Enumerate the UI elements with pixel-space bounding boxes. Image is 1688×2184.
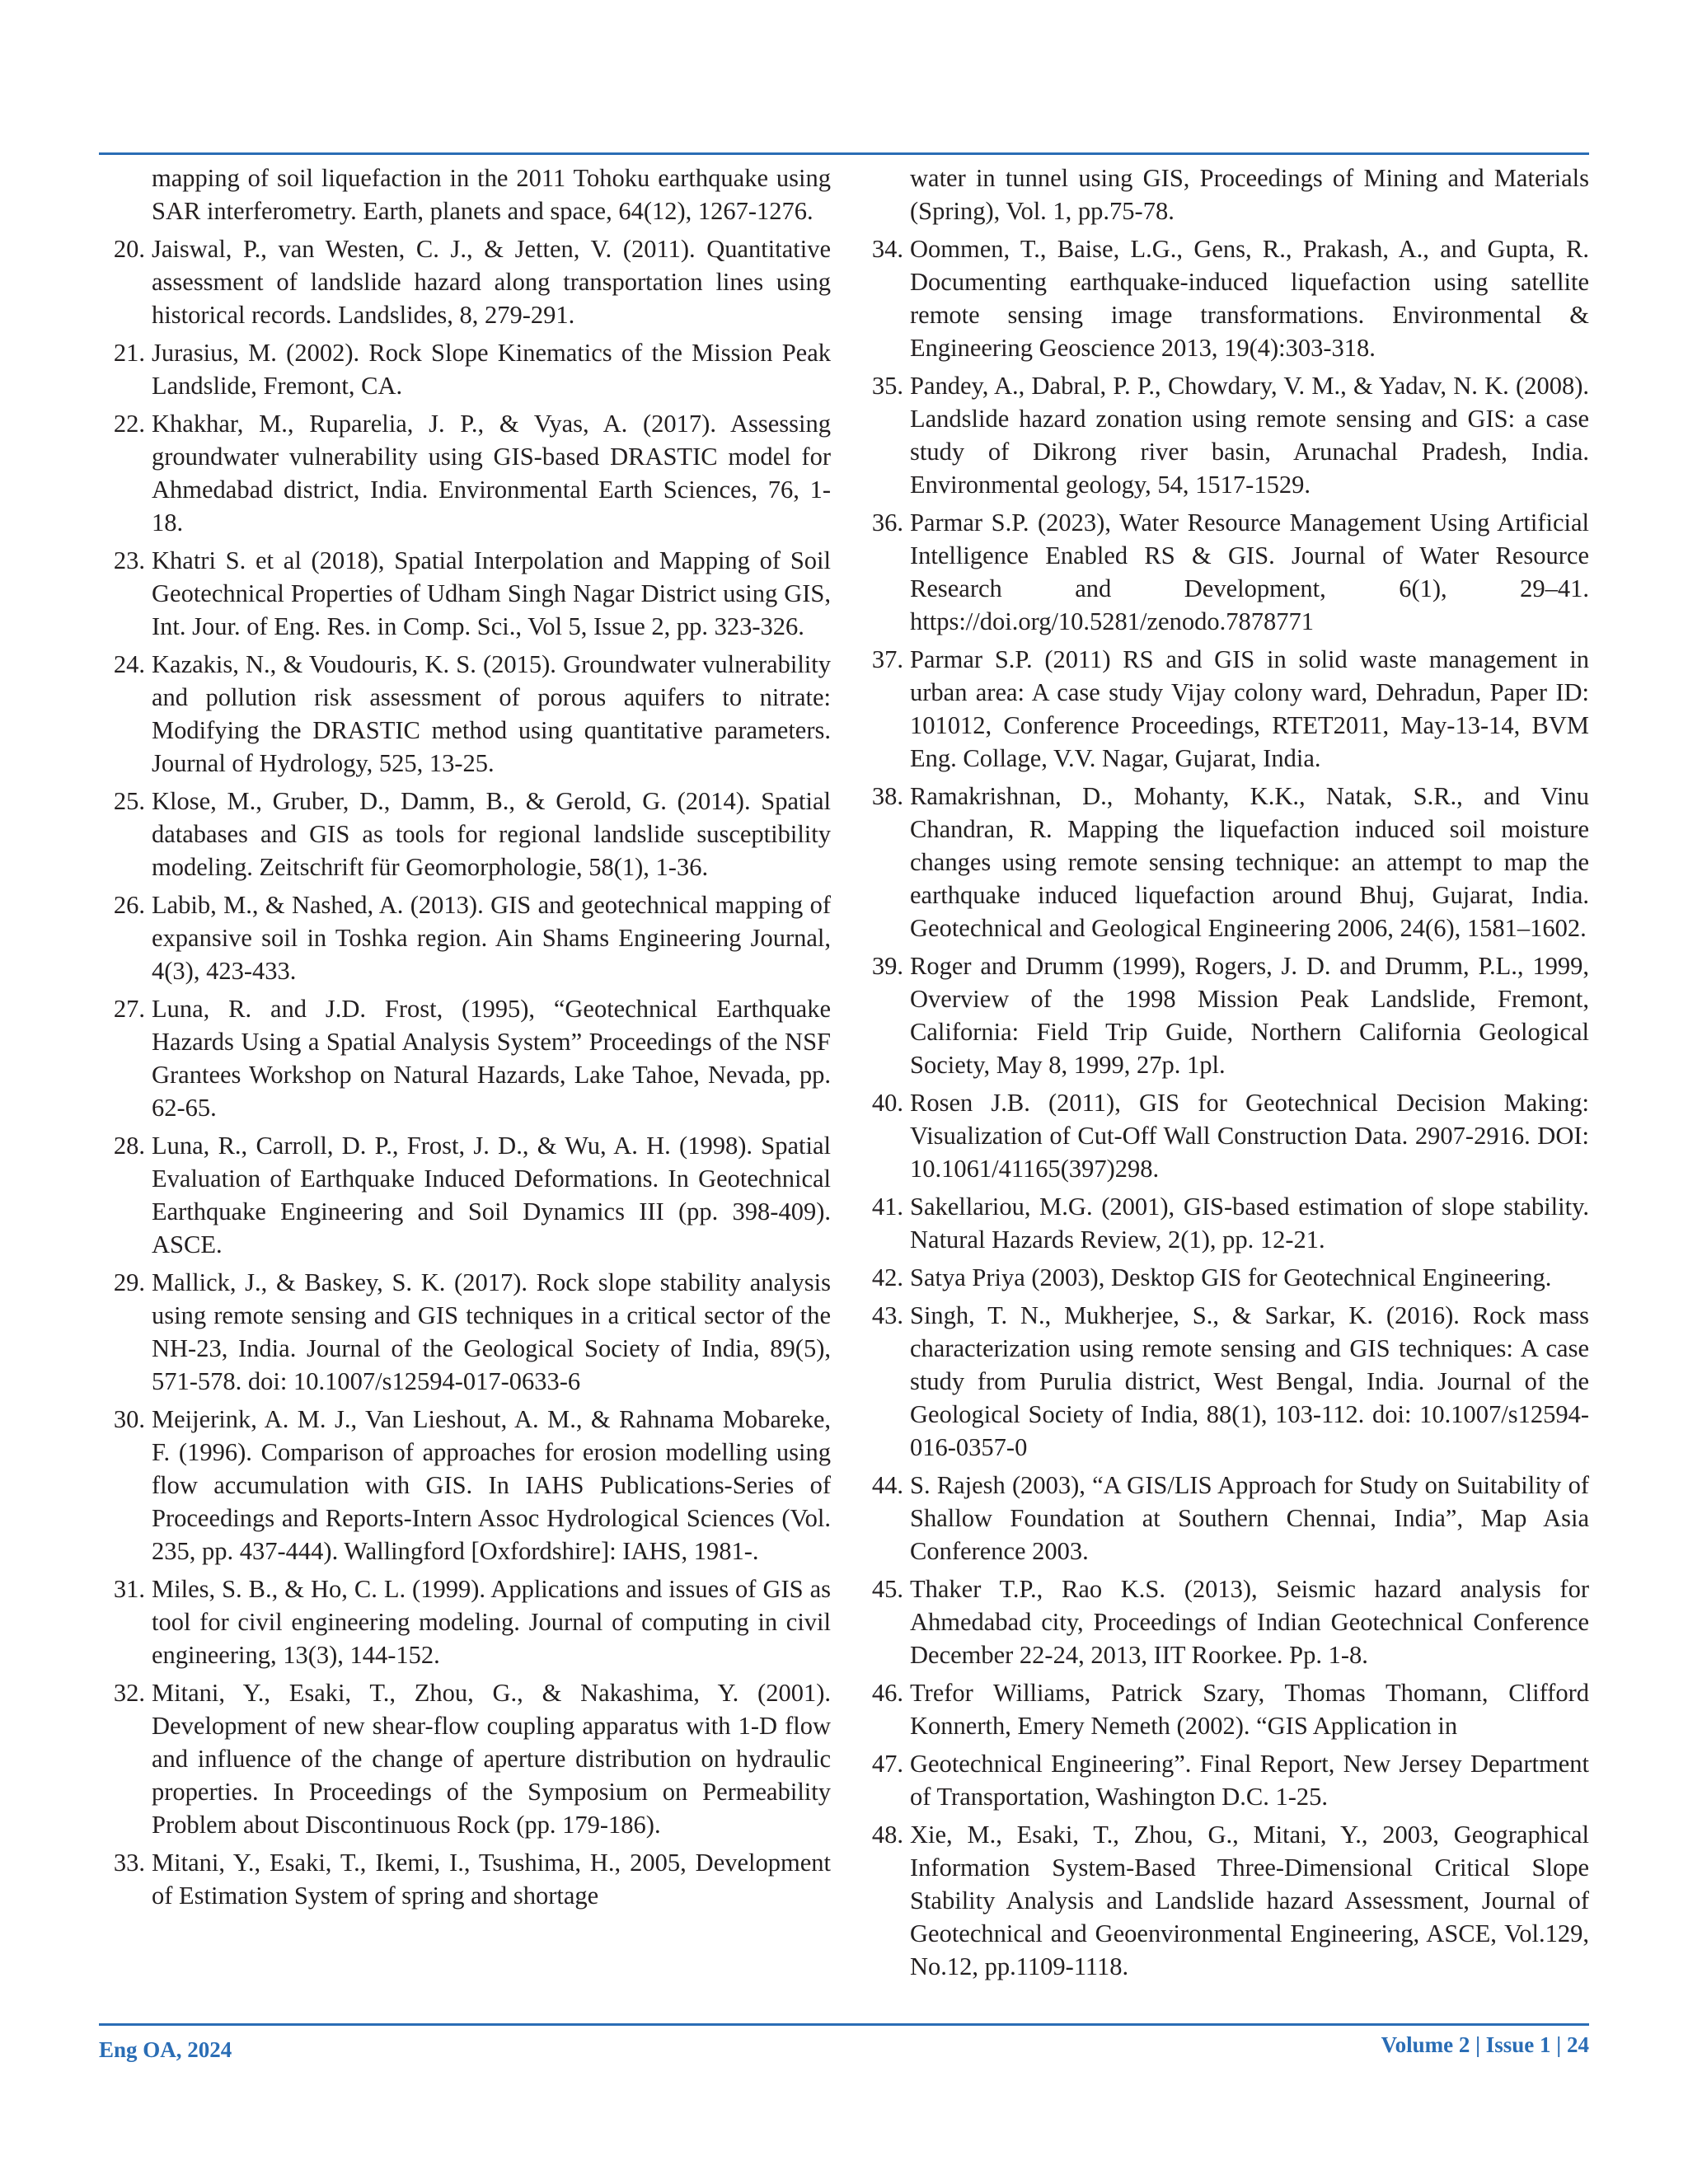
reference-item (857, 1190, 1589, 1256)
reference-number: 40. (871, 1089, 903, 1117)
reference-number: 28. (113, 1132, 145, 1160)
reference-text: S. Rajesh (2003), “A GIS/LIS Approach for Study on Suitability of Shallow Foundation at Southern Chennai, India”, Map Asia Conference 2003. (910, 1471, 1589, 1565)
reference-item (99, 1403, 831, 1568)
reference-number: 23. (113, 546, 145, 574)
reference-number: 48. (871, 1821, 903, 1849)
reference-item (99, 407, 831, 539)
header-rule (99, 152, 1589, 155)
reference-item (99, 336, 831, 402)
reference-item (99, 992, 831, 1124)
reference-number: 32. (113, 1679, 145, 1707)
reference-text: Luna, R. and J.D. Frost, (1995), “Geotechnical Earthquake Hazards Using a Spatial Analysis System” Proceedings of the NSF Grantees Workshop on Natural Hazards, Lake Tahoe, Nevada, pp. 62-65. (152, 995, 831, 1122)
reference-text: Khakhar, M., Ruparelia, J. P., & Vyas, A. (2017). Assessing groundwater vulnerability using GIS-based DRASTIC model for Ahmedabad district, India. Environmental Earth Sciences, 76, 1-18. (152, 410, 831, 537)
reference-number: 39. (871, 952, 903, 980)
reference-text: Oommen, T., Baise, L.G., Gens, R., Prakash, A., and Gupta, R. Documenting earthquake-induced liquefaction using satellite remote sensing image transformations. Environmental & Engineering Geoscience 2013, 19(4):303-318. (910, 235, 1589, 362)
footer-rule (99, 2023, 1589, 2026)
reference-item (857, 1818, 1589, 1983)
reference-item (99, 544, 831, 643)
reference-text: Pandey, A., Dabral, P. P., Chowdary, V. M., & Yadav, N. K. (2008). Landslide hazard zonation using remote sensing and GIS: a case study of Dikrong river basin, Arunachal Pradesh, India. Environmental geology, 54, 1517-1529. (910, 372, 1589, 499)
reference-number: 33. (113, 1849, 145, 1877)
reference-text: water in tunnel using GIS, Proceedings of Mining and Materials (Spring), Vol. 1, pp.75-78. (910, 164, 1589, 225)
reference-item (99, 785, 831, 883)
reference-number: 42. (871, 1263, 903, 1291)
reference-number: 30. (113, 1405, 145, 1433)
reference-item (99, 888, 831, 987)
reference-number: 38. (871, 782, 903, 810)
reference-text: Satya Priya (2003), Desktop GIS for Geotechnical Engineering. (910, 1263, 1552, 1291)
reference-item (99, 1572, 831, 1671)
reference-item (99, 1846, 831, 1912)
reference-text: Mitani, Y., Esaki, T., Ikemi, I., Tsushima, H., 2005, Development of Estimation System of spring and shortage (152, 1849, 831, 1910)
reference-number: 24. (113, 650, 145, 678)
reference-text: Meijerink, A. M. J., Van Lieshout, A. M., & Rahnama Mobareke, F. (1996). Comparison of approaches for erosion modelling using flow accumulation with GIS. In IAHS Publications-Series of Proceedings and Reports-Intern Assoc Hydrological Sciences (Vol. 235, pp. 437-444). Wallingford [Oxfordshire]: IAHS, 1981-. (152, 1405, 831, 1565)
reference-number: 43. (871, 1301, 903, 1329)
reference-number: 25. (113, 787, 145, 815)
reference-item (99, 1129, 831, 1261)
footer-journal: Eng OA, 2024 (99, 2037, 232, 2062)
reference-text: Xie, M., Esaki, T., Zhou, G., Mitani, Y., 2003, Geographical Information System-Based Three-Dimensional Critical Slope Stability Analysis and Landslide hazard Assessment, Journal of Geotechnical and Geoenvironmental Engineering, ASCE, Vol.129, No.12, pp.1109-1118. (910, 1821, 1589, 1980)
reference-number: 34. (871, 235, 903, 263)
reference-item (857, 780, 1589, 944)
reference-number: 31. (113, 1575, 145, 1603)
reference-text: Luna, R., Carroll, D. P., Frost, J. D., & Wu, A. H. (1998). Spatial Evaluation of Earthquake Induced Deformations. In Geotechnical Earthquake Engineering and Soil Dynamics III (pp. 398-409). ASCE. (152, 1132, 831, 1258)
reference-item (857, 369, 1589, 501)
reference-item (857, 232, 1589, 364)
reference-text: Trefor Williams, Patrick Szary, Thomas Thomann, Clifford Konnerth, Emery Nemeth (2002). “GIS Application in (910, 1679, 1589, 1740)
reference-text: mapping of soil liquefaction in the 2011 Tohoku earthquake using SAR interferometry. Earth, planets and space, 64(12), 1267-1276. (152, 164, 831, 225)
reference-text: Mallick, J., & Baskey, S. K. (2017). Rock slope stability analysis using remote sensing and GIS techniques in a critical sector of the NH-23, India. Journal of the Geological Society of India, 89(5), 571-578. doi: 10.1007/s12594-017-0633-6 (152, 1268, 831, 1395)
reference-item (857, 1676, 1589, 1742)
reference-item (99, 232, 831, 331)
reference-item (857, 1299, 1589, 1464)
reference-text: Kazakis, N., & Voudouris, K. S. (2015). Groundwater vulnerability and pollution risk assessment of porous aquifers to nitrate: Modifying the DRASTIC method using quantitative parameters. Journal of Hydrology, 525, 13-25. (152, 650, 831, 777)
reference-text: Mitani, Y., Esaki, T., Zhou, G., & Nakashima, Y. (2001). Development of new shear-flow coupling apparatus with 1-D flow and influence of the change of aperture distribution on hydraulic properties. In Proceedings of the Symposium on Permeability Problem about Discontinuous Rock (pp. 179-186). (152, 1679, 831, 1839)
references-left-column (99, 162, 831, 1917)
reference-number: 46. (871, 1679, 903, 1707)
reference-number: 27. (113, 995, 145, 1023)
reference-text: Roger and Drumm (1999), Rogers, J. D. and Drumm, P.L., 1999, Overview of the 1998 Mission Peak Landslide, Fremont, California: Field Trip Guide, Northern California Geological Society, May 8, 1999, 27p. 1pl. (910, 952, 1589, 1079)
reference-text: Rosen J.B. (2011), GIS for Geotechnical Decision Making: Visualization of Cut-Off Wall Construction Data. 2907-2916. DOI: 10.1061/41165(397)298. (910, 1089, 1589, 1183)
reference-number: 44. (871, 1471, 903, 1499)
reference-number: 22. (113, 410, 145, 438)
reference-text: Labib, M., & Nashed, A. (2013). GIS and geotechnical mapping of expansive soil in Toshka region. Ain Shams Engineering Journal, 4(3), 423-433. (152, 891, 831, 985)
reference-number: 29. (113, 1268, 145, 1296)
reference-continuation (857, 162, 1589, 227)
reference-item (99, 1676, 831, 1841)
reference-item (857, 506, 1589, 638)
reference-number: 37. (871, 645, 903, 673)
references-right-column (857, 162, 1589, 1988)
reference-number: 47. (871, 1750, 903, 1778)
reference-text: Jaiswal, P., van Westen, C. J., & Jetten, V. (2011). Quantitative assessment of landslide hazard along transportation lines using historical records. Landslides, 8, 279-291. (152, 235, 831, 329)
reference-number: 35. (871, 372, 903, 400)
reference-number: 20. (113, 235, 145, 263)
reference-text: Parmar S.P. (2023), Water Resource Management Using Artificial Intelligence Enabled RS & GIS. Journal of Water Resource Research and Development, 6(1), 29–41. https://doi.org/10.5281/zenodo.7878771 (910, 509, 1589, 635)
reference-number: 45. (871, 1575, 903, 1603)
reference-text: Thaker T.P., Rao K.S. (2013), Seismic hazard analysis for Ahmedabad city, Proceedings of Indian Geotechnical Conference December 22-24, 2013, IIT Roorkee. Pp. 1-8. (910, 1575, 1589, 1669)
reference-item (857, 1747, 1589, 1813)
reference-item (857, 1572, 1589, 1671)
reference-number: 36. (871, 509, 903, 537)
reference-item (99, 1266, 831, 1398)
reference-item (857, 949, 1589, 1081)
reference-text: Parmar S.P. (2011) RS and GIS in solid waste management in urban area: A case study Vijay colony ward, Dehradun, Paper ID: 101012, Conference Proceedings, RTET2011, May-13-14, BVM Eng. Collage, V.V. Nagar, Gujarat, India. (910, 645, 1589, 772)
footer-issue-info: Volume 2 | Issue 1 | 24 (1381, 2032, 1589, 2057)
reference-number: 41. (871, 1193, 903, 1221)
reference-item (99, 648, 831, 780)
reference-number: 21. (113, 339, 145, 367)
reference-number: 26. (113, 891, 145, 919)
reference-text: Sakellariou, M.G. (2001), GIS-based estimation of slope stability. Natural Hazards Review, 2(1), pp. 12-21. (910, 1193, 1589, 1254)
reference-text: Ramakrishnan, D., Mohanty, K.K., Natak, S.R., and Vinu Chandran, R. Mapping the liquefaction induced soil moisture changes using remote sensing technique: an attempt to map the earthquake induced liquefaction around Bhuj, Gujarat, India. Geotechnical and Geological Engineering 2006, 24(6), 1581–1602. (910, 782, 1589, 942)
reference-continuation (99, 162, 831, 227)
reference-text: Jurasius, M. (2002). Rock Slope Kinematics of the Mission Peak Landslide, Fremont, CA. (152, 339, 831, 400)
reference-item (857, 643, 1589, 775)
reference-text: Singh, T. N., Mukherjee, S., & Sarkar, K. (2016). Rock mass characterization using remote sensing and GIS techniques: A case study from Purulia district, West Bengal, India. Journal of the Geological Society of India, 88(1), 103-112. doi: 10.1007/s12594-016-0357-0 (910, 1301, 1589, 1461)
reference-item (857, 1261, 1589, 1294)
reference-text: Klose, M., Gruber, D., Damm, B., & Gerold, G. (2014). Spatial databases and GIS as tools for regional landslide susceptibility modeling. Zeitschrift für Geomorphologie, 58(1), 1-36. (152, 787, 831, 881)
reference-text: Miles, S. B., & Ho, C. L. (1999). Applications and issues of GIS as tool for civil engineering modeling. Journal of computing in civil engineering, 13(3), 144-152. (152, 1575, 831, 1669)
reference-item (857, 1086, 1589, 1185)
reference-text: Geotechnical Engineering”. Final Report, New Jersey Department of Transportation, Washington D.C. 1-25. (910, 1750, 1589, 1811)
reference-text: Khatri S. et al (2018), Spatial Interpolation and Mapping of Soil Geotechnical Properties of Udham Singh Nagar District using GIS, Int. Jour. of Eng. Res. in Comp. Sci., Vol 5, Issue 2, pp. 323-326. (152, 546, 831, 640)
reference-item (857, 1469, 1589, 1568)
